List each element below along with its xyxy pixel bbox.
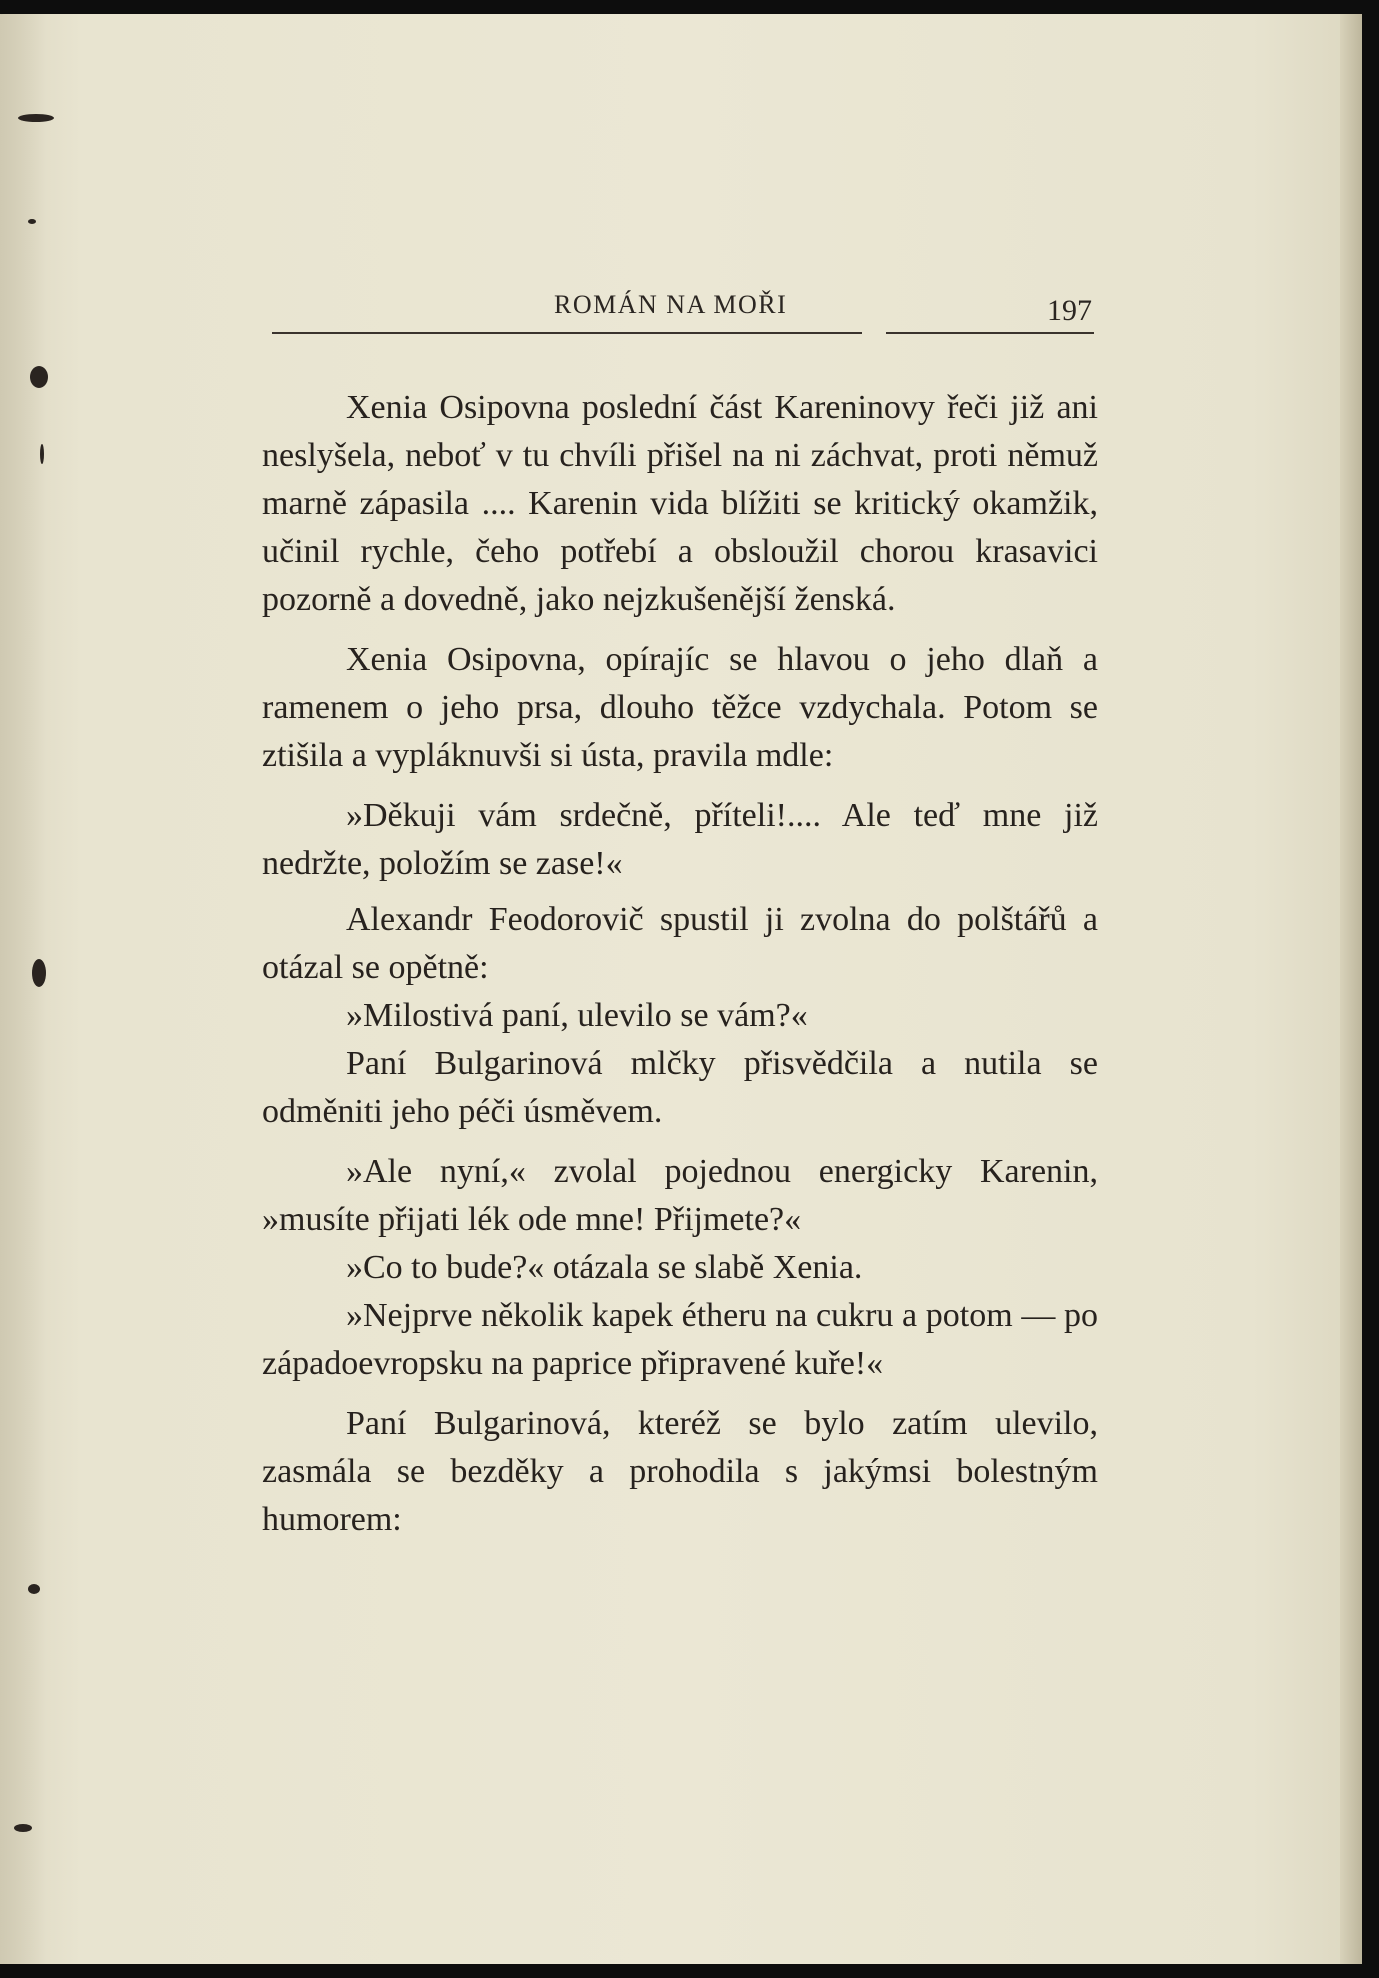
paragraph: Paní Bulgarinová mlčky přisvědčila a nutila se odměniti jeho péči úsměvem.	[262, 1045, 1098, 1130]
paragraph: »Ale nyní,« zvolal pojednou energicky Karenin, »musíte přijati lék ode mne! Přijmete?«	[262, 1153, 1098, 1238]
left-margin-speck	[14, 1824, 32, 1832]
running-head-title: ROMÁN NA MOŘI	[554, 290, 788, 319]
paragraph: Alexandr Feodorovič spustil ji zvolna do polštářů a otázal se opětně:	[262, 901, 1098, 986]
body-text	[262, 384, 1098, 1544]
left-margin-speck	[28, 219, 36, 224]
header-rule-right	[886, 332, 1094, 334]
paragraph: »Děkuji vám srdečně, příteli!.... Ale teď mne již nedržte, položím se zase!«	[262, 797, 1098, 882]
page-edge	[1340, 14, 1362, 1964]
paragraph: Paní Bulgarinová, kteréž se bylo zatím ulevilo, zasmála se bezděky a prohodila s jakýmsi bolestným humorem:	[262, 1405, 1098, 1538]
book-page	[0, 14, 1362, 1964]
left-margin-speck	[30, 366, 48, 388]
page-gutter-shadow	[0, 14, 46, 1964]
left-margin-speck	[32, 959, 46, 987]
paragraph: »Milostivá paní, ulevilo se vám?«	[346, 997, 808, 1034]
paragraph: Xenia Osipovna, opírajíc se hlavou o jeho dlaň a ramenem o jeho prsa, dlouho těžce vzdychala. Potom se ztišila a vypláknuvši si ústa, pravila mdle:	[262, 641, 1098, 774]
left-margin-speck	[18, 114, 54, 122]
paragraph: Xenia Osipovna poslední část Kareninovy řeči již ani neslyšela, neboť v tu chvíli přišel na ni záchvat, proti němuž marně zápasila .... Karenin vida blížiti se kritický okamžik, učinil rychle, čeho potřebí a obsloužil chorou krasavici pozorně a dovedně, jako nejzkušenější ženská.	[262, 389, 1098, 618]
left-margin-speck	[28, 1584, 40, 1594]
left-margin-speck	[40, 444, 44, 464]
header-rule-left	[272, 332, 862, 334]
paragraph: »Co to bude?« otázala se slabě Xenia.	[346, 1249, 863, 1286]
running-head	[272, 288, 1094, 336]
page-number: 197	[1047, 294, 1092, 327]
paragraph: »Nejprve několik kapek étheru na cukru a potom — po západoevropsku na paprice připravené kuře!«	[262, 1297, 1098, 1382]
